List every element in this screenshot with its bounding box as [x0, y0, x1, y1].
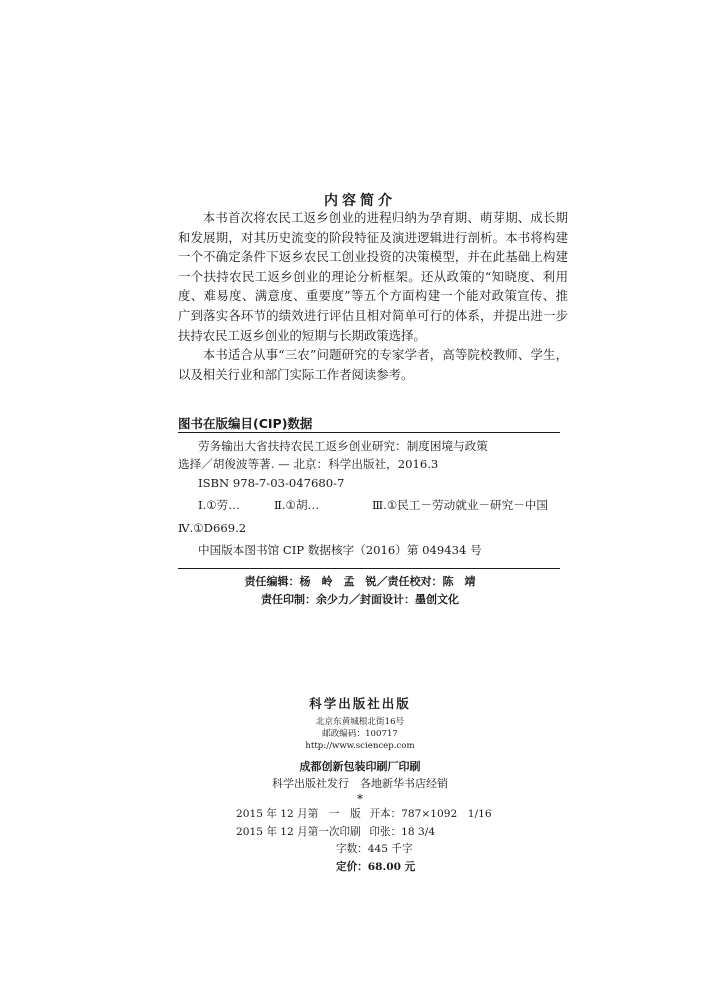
- website: http://www.sciencep.com: [305, 741, 415, 751]
- cip-title-line: 劳务输出大省扶持农民工返乡创业研究：制度困境与政策: [198, 439, 488, 453]
- postcode: 邮政编码：100717: [322, 729, 398, 739]
- printer: 成都创新包装印刷厂印刷: [299, 760, 421, 773]
- spec-row: [236, 824, 492, 842]
- publisher: 科学出版社出版: [309, 696, 411, 711]
- credits-line: 责任印制：余少力／封面设计：墨创文化: [261, 593, 459, 606]
- colophon: [0, 694, 720, 806]
- intro-paragraph: 本书首次将农民工返乡创业的进程归纳为孕育期、萌芽期、成长期和发展期，对其历史流变的阶段特征及演进逻辑进行剖析。本书将构建一个不确定条件下返乡农民工创业投资的决策模型，并在此基础上构建一个扶持农民工返乡创业的理论分析框架。还从政策的“知晓度、利用度、难易度、满意度、重要度”等五个方面构建一个能对政策宣传、推广到落实各环节的绩效进行评估且相对简单可行的体系，并提出进一步扶持农民工返乡创业的短期与长期政策选择。: [178, 210, 568, 343]
- sheets: 印张：18 3/4: [369, 825, 436, 838]
- cip-record-number: 中国版本图书馆 CIP 数据核字（2016）第 049434 号: [198, 543, 482, 558]
- credits: [0, 573, 720, 609]
- intro-paragraph: 本书适合从事“三农”问题研究的专家学者，高等院校教师、学生，以及相关行业和部门实际工作者阅读参考。: [178, 347, 568, 382]
- separator-star: *: [357, 792, 363, 806]
- cip-heading: 图书在版编目(CIP)数据: [178, 416, 313, 431]
- word-count: 字数：445 千字: [336, 843, 413, 855]
- publisher-address: 北京东黄城根北街16号: [315, 717, 405, 727]
- cip-top-rule: [178, 432, 560, 433]
- spec-row: [236, 806, 492, 824]
- cip-class-item: Ⅰ.①劳…: [198, 498, 240, 513]
- format: 开本：787×1092 1/16: [369, 808, 492, 820]
- credits-line: 责任编辑：杨 岭 孟 锐／责任校对：陈 靖: [244, 575, 476, 588]
- cip-title-line: 选择／胡俊波等著. — 北京：科学出版社，2016.3: [178, 457, 439, 472]
- edition: 2015 年 12 月第 一 版: [236, 808, 361, 820]
- cip-class-item: Ⅲ.①民工－劳动就业－研究－中国: [372, 498, 548, 513]
- distribution: 科学出版社发行 各地新华书店经销: [272, 777, 448, 790]
- intro-title: 内容简介: [324, 193, 396, 209]
- printing: 2015 年 12 月第一次印刷: [236, 825, 361, 838]
- cip-class-item: Ⅱ.①胡…: [274, 498, 320, 513]
- cip-isbn: ISBN 978-7-03-047680-7: [198, 475, 345, 490]
- cip-bottom-rule: [178, 568, 560, 569]
- cip-classification: [178, 496, 558, 514]
- price: 定价：68.00 元: [336, 860, 416, 873]
- cip-class-item: Ⅳ.①D669.2: [178, 520, 247, 535]
- cip-block: [178, 437, 558, 559]
- print-specs: [236, 806, 492, 876]
- intro-body: [178, 208, 568, 384]
